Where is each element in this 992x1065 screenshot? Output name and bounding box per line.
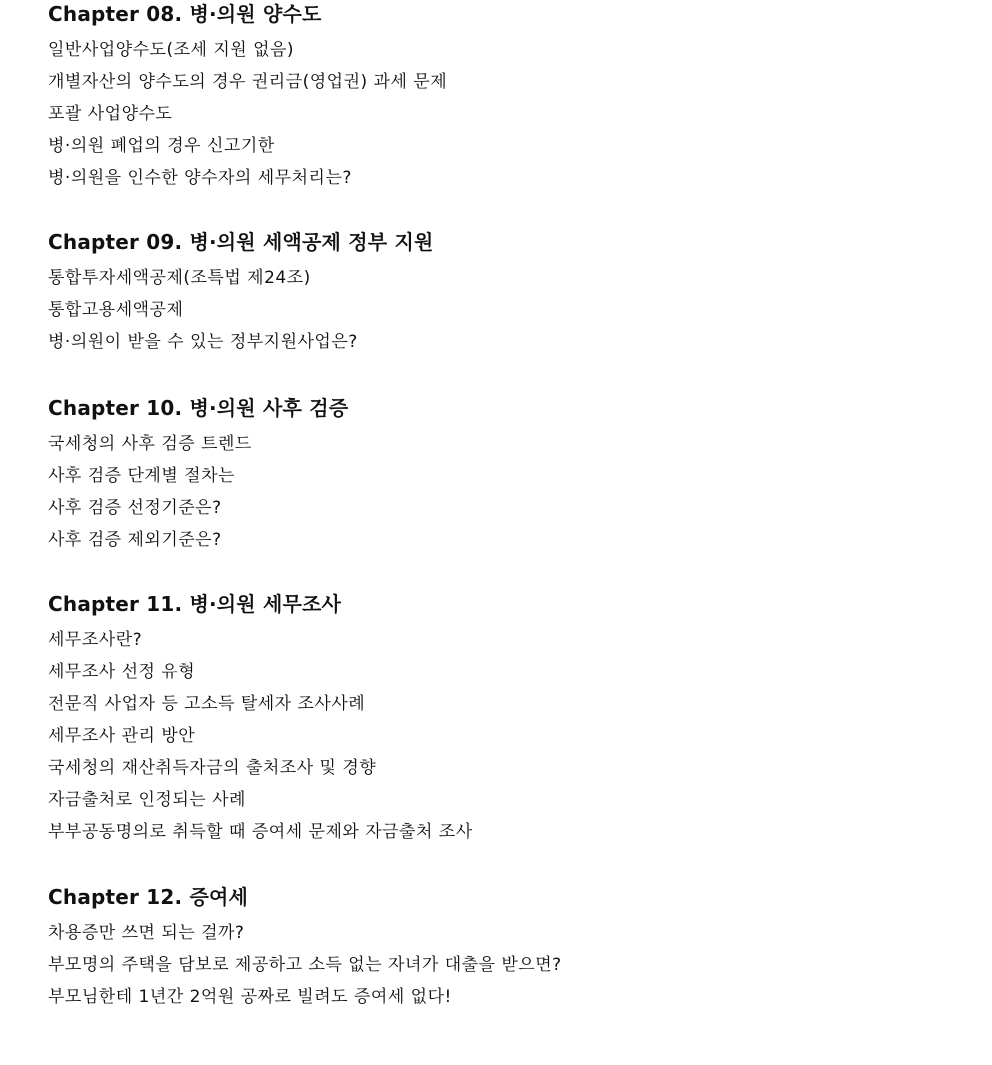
list-item: 병·의원이 받을 수 있는 정부지원사업은? [48,332,358,352]
chapter-12-section [48,883,562,1013]
list-item: 부모명의 주택을 담보로 제공하고 소득 없는 자녀가 대출을 받으면? [48,955,562,975]
list-item: 차용증만 쓰면 되는 걸까? [48,923,245,943]
chapter-10-section [48,394,348,556]
chapter-08-title: Chapter 08. 병·의원 양수도 [48,2,322,26]
list-item: 세무조사 선정 유형 [48,662,196,682]
list-item: 병·의원 폐업의 경우 신고기한 [48,136,275,156]
chapter-11-section [48,590,473,848]
list-item: 사후 검증 단계별 절차는 [48,466,235,486]
list-item: 병·의원을 인수한 양수자의 세무처리는? [48,168,352,188]
list-item: 포괄 사업양수도 [48,104,173,124]
list-item: 세무조사란? [48,630,143,650]
list-item: 통합고용세액공제 [48,300,184,320]
list-item: 국세청의 재산취득자금의 출처조사 및 경향 [48,758,377,778]
chapter-09-title: Chapter 09. 병·의원 세액공제 정부 지원 [48,230,434,254]
chapter-08-items [48,34,447,194]
list-item: 자금출처로 인정되는 사례 [48,790,246,810]
list-item: 부부공동명의로 취득할 때 증여세 문제와 자금출처 조사 [48,822,473,842]
list-item: 일반사업양수도(조세 지원 없음) [48,40,295,60]
list-item: 통합투자세액공제(조특법 제24조) [48,268,311,288]
chapter-12-title: Chapter 12. 증여세 [48,885,249,909]
chapter-09-section [48,228,433,358]
chapter-10-items [48,428,348,556]
chapter-09-items [48,262,433,358]
chapter-12-items [48,917,562,1013]
list-item: 세무조사 관리 방안 [48,726,196,746]
list-item: 국세청의 사후 검증 트렌드 [48,434,252,454]
chapter-08-section [48,0,447,194]
list-item: 전문직 사업자 등 고소득 탈세자 조사사례 [48,694,366,714]
chapter-11-title: Chapter 11. 병·의원 세무조사 [48,592,342,616]
list-item: 사후 검증 제외기준은? [48,530,222,550]
list-item: 사후 검증 선정기준은? [48,498,222,518]
list-item: 부모님한테 1년간 2억원 공짜로 빌려도 증여세 없다! [48,987,452,1007]
list-item: 개별자산의 양수도의 경우 권리금(영업권) 과세 문제 [48,72,448,92]
chapter-10-title: Chapter 10. 병·의원 사후 검증 [48,396,349,420]
chapter-11-items [48,624,473,848]
